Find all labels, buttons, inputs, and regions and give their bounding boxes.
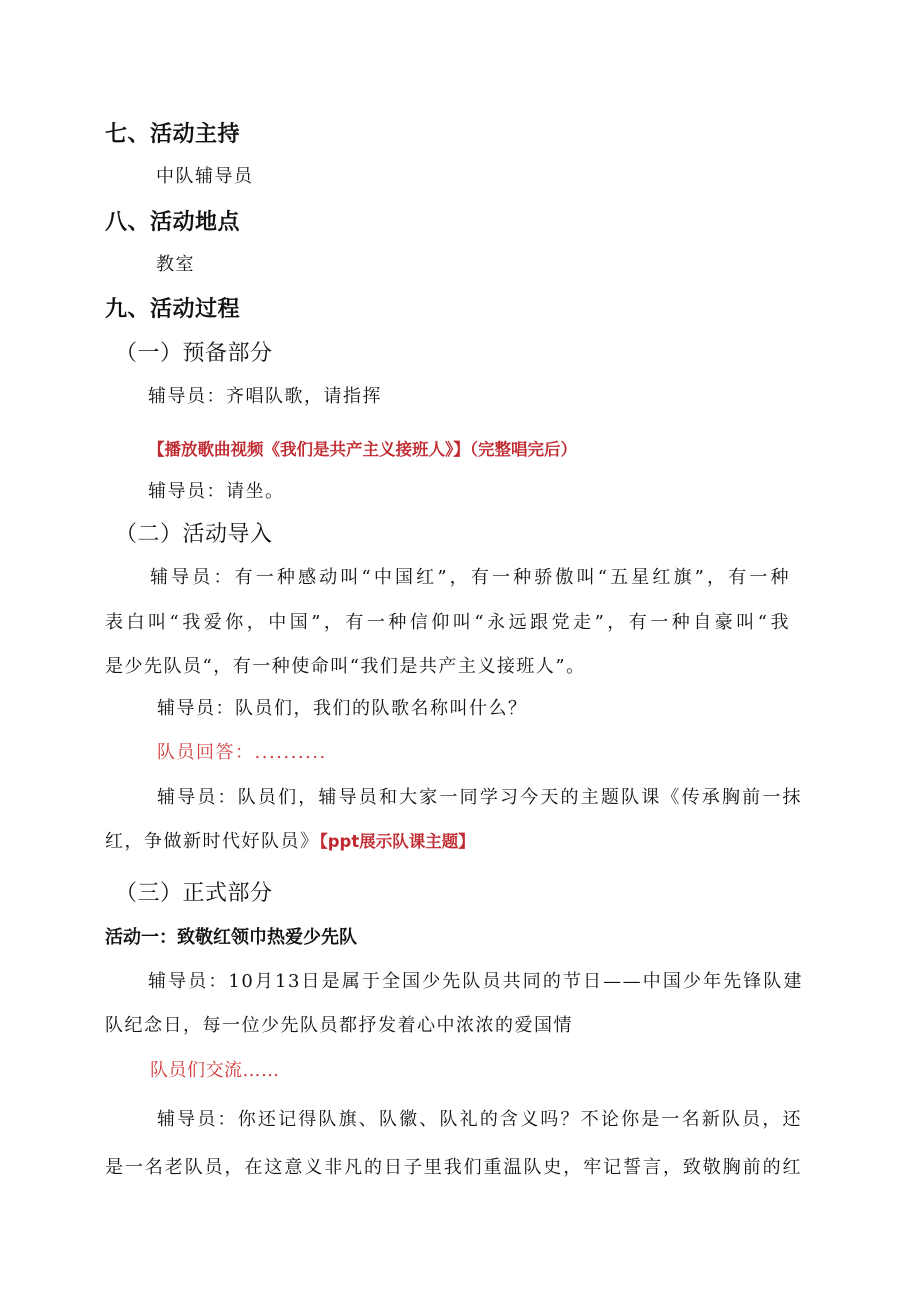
part-3-paragraph-1-line-2: 队纪念日，每一位少先队员都抒发着心中浓浓的爱国情 [105,1015,573,1036]
part-3-paragraph-2-line-1: 辅导员：你还记得队旗、队徽、队礼的含义吗？不论你是一名新队员，还 [157,1109,802,1130]
part-1-line-2: 辅导员：请坐。 [148,481,285,502]
part-1-line-1: 辅导员：齐唱队歌，请指挥 [148,386,382,407]
part-1-title: （一）预备部分 [115,341,273,366]
part-3-title: （三）正式部分 [115,881,273,906]
section-7-content: 中队辅导员 [156,166,254,187]
part-2-title: （二）活动导入 [115,522,273,547]
part-2-line-2: 辅导员：队员们，我们的队歌名称叫什么？ [157,698,528,719]
part-2-paragraph-1-line-2: 表白叫“我爱你，中国”，有一种信仰叫“永远跟党走”，有一种自豪叫“我 [105,612,790,633]
part-2-paragraph-3-line-2 [105,827,475,853]
section-8-title: 八、活动地点 [105,210,241,235]
part-3-exchange: 队员们交流…… [150,1060,280,1081]
part-2-paragraph-3-text: 红，争做新时代好队员》 [105,831,320,852]
part-2-paragraph-3-line-1: 辅导员：队员们，辅导员和大家一同学习今天的主题队课《传承胸前一抹 [157,787,802,808]
part-1-stage-note: 【播放歌曲视频《我们是共产主义接班人》】（完整唱完后） [148,440,577,459]
part-3-paragraph-2-line-2: 是一名老队员，在这意义非凡的日子里我们重温队史，牢记誓言，致敬胸前的红 [105,1157,802,1178]
part-2-ppt-note: 【ppt展示队课主题】 [319,832,475,851]
section-7-title: 七、活动主持 [105,122,241,147]
section-8-content: 教室 [156,254,195,275]
part-2-paragraph-1-line-1: 辅导员：有一种感动叫“中国红”，有一种骄傲叫“五星红旗”，有一种 [150,567,790,588]
section-9-title: 九、活动过程 [105,297,241,322]
part-2-answer: 队员回答：.......... [157,742,327,763]
activity-1-title: 活动一：致敬红领巾热爱少先队 [105,927,357,948]
part-2-paragraph-1-line-3: 是少先队员“，有一种使命叫“我们是共产主义接班人”。 [105,656,586,677]
part-3-paragraph-1-line-1: 辅导员：10月13日是属于全国少先队员共同的节日——中国少年先锋队建 [148,971,803,992]
